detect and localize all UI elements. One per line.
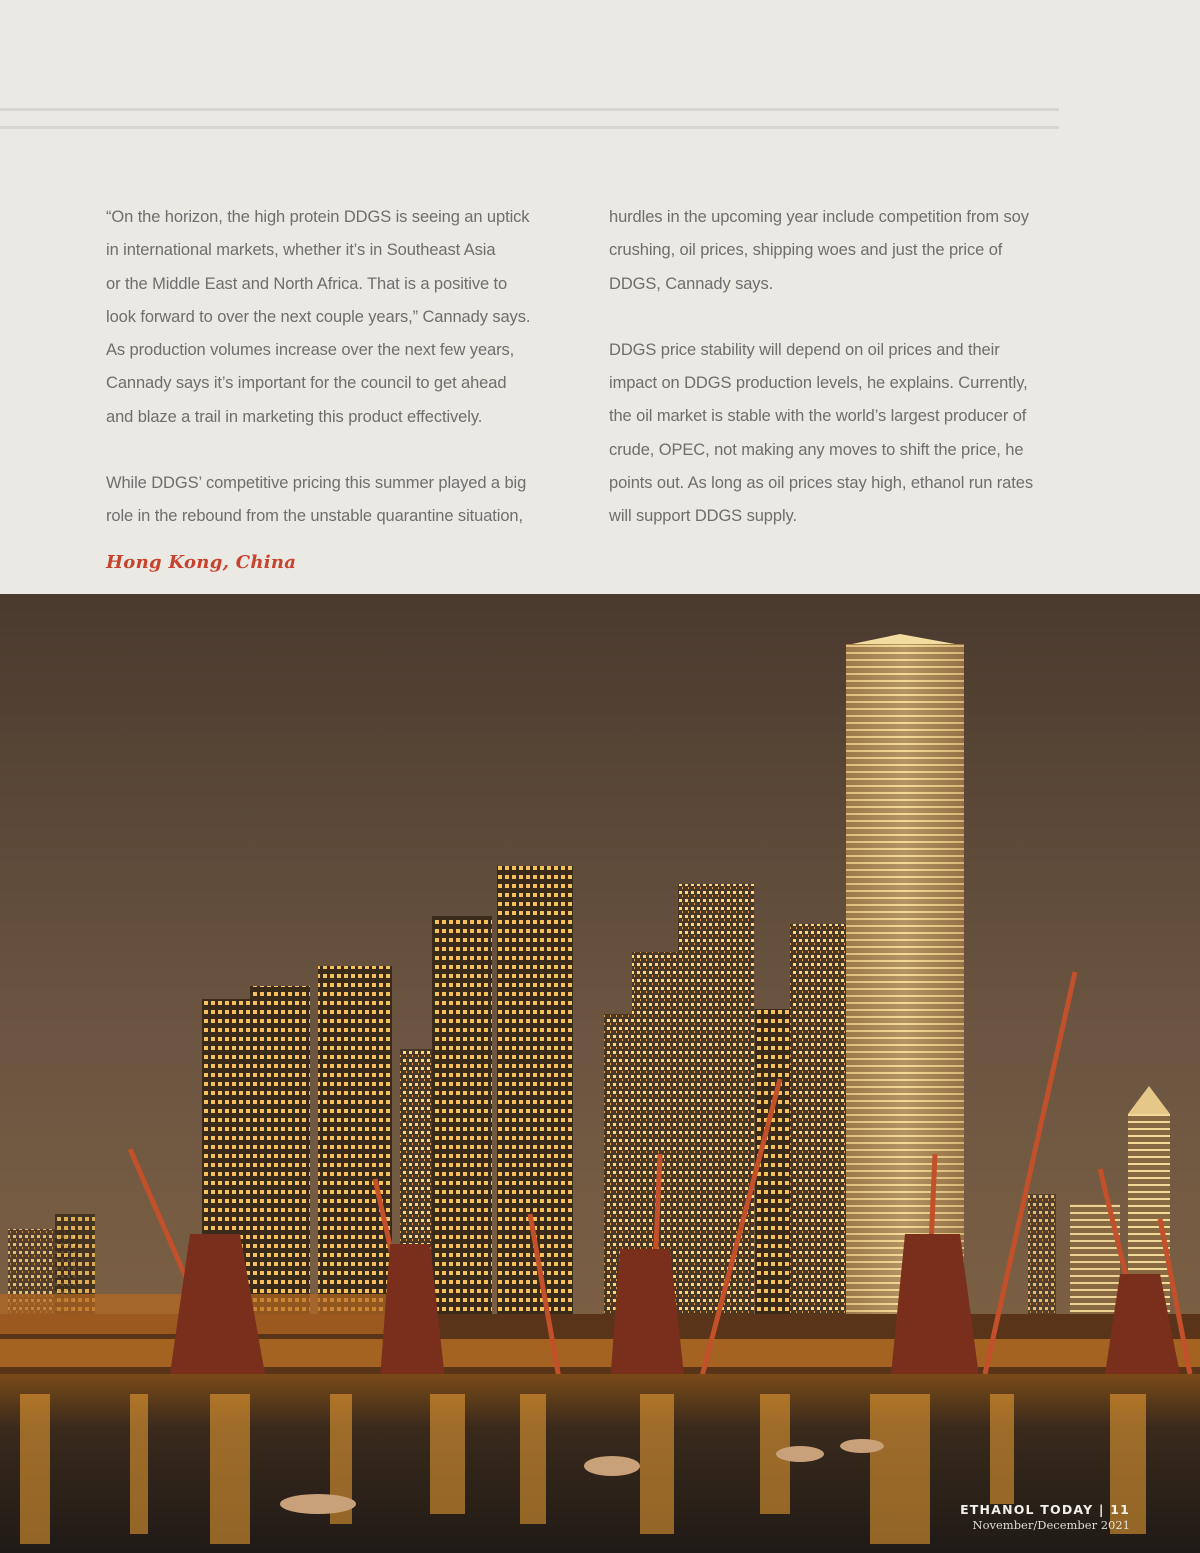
text-line: or the Middle East and North Africa. That is a positive to: [106, 274, 508, 293]
issue-date: November/December 2021: [972, 1518, 1130, 1532]
text-line: will support DDGS supply.: [609, 507, 797, 526]
publication-page-number: ETHANOL TODAY | 11: [960, 1502, 1130, 1517]
text-line: and blaze a trail in marketing this product effectively.: [106, 407, 483, 426]
text-line: in international markets, whether it’s in Southeast Asia: [106, 241, 496, 260]
photo-caption: Hong Kong, China: [106, 552, 297, 573]
text-line: Cannady says it’s important for the council to get ahead: [106, 374, 507, 393]
text-line: look forward to over the next couple years,” Cannady says.: [106, 307, 531, 326]
paragraph-1: [106, 201, 556, 434]
paragraph-2: [106, 467, 556, 534]
night-skyline-harbor-photo: [0, 594, 1200, 1553]
text-line: As production volumes increase over the next few years,: [106, 341, 515, 360]
paragraph-3: [609, 201, 1059, 301]
header-rule-top: [0, 108, 1059, 111]
skyline-illustration: [0, 594, 1200, 1553]
article-column-right: [609, 201, 1059, 567]
text-line: “On the horizon, the high protein DDGS is seeing an uptick: [106, 208, 530, 226]
text-line: While DDGS’ competitive pricing this summer played a big: [106, 474, 527, 493]
text-line: the oil market is stable with the world’s largest producer of: [609, 407, 1027, 426]
text-line: impact on DDGS production levels, he explains. Currently,: [609, 374, 1028, 393]
text-line: hurdles in the upcoming year include competition from soy: [609, 208, 1029, 226]
text-line: points out. As long as oil prices stay high, ethanol run rates: [609, 474, 1033, 493]
paragraph-4: [609, 334, 1059, 534]
text-line: crushing, oil prices, shipping woes and just the price of: [609, 241, 1003, 260]
text-line: crude, OPEC, not making any moves to shift the price, he: [609, 440, 1024, 459]
header-rule-bottom: [0, 126, 1059, 129]
page-footer: [960, 1502, 1130, 1532]
text-line: role in the rebound from the unstable quarantine situation,: [106, 507, 523, 526]
text-line: DDGS, Cannady says.: [609, 274, 774, 293]
tallest-tower: [846, 634, 964, 1334]
text-line: DDGS price stability will depend on oil prices and their: [609, 340, 1000, 359]
article-column-left: [106, 201, 556, 567]
